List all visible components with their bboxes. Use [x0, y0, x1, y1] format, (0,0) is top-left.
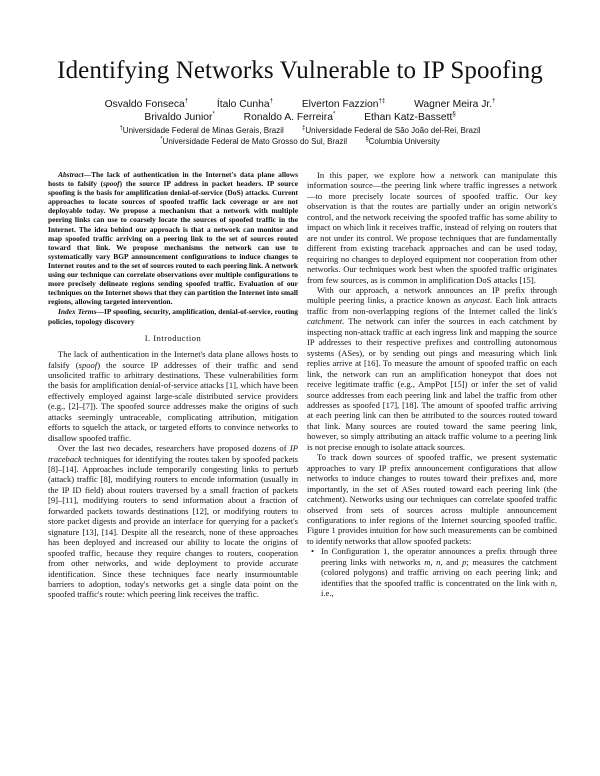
author-name: Ronaldo A. Ferreira	[243, 112, 333, 123]
author	[364, 112, 456, 123]
abstract-text: The lack of authentication in the Internet's data plane allows hosts to falsify (	[48, 170, 298, 189]
affiliation-mark: †	[119, 125, 123, 132]
affiliation	[365, 137, 439, 146]
list-item	[307, 546, 557, 598]
paragraph-text: . Each link attracts traffic from non-overlapping regions of the Internet called the link's	[307, 295, 557, 316]
paragraph-text: Over the last two decades, researchers have proposed dozens of	[58, 443, 290, 454]
author-name: Brivaldo Junior	[144, 112, 213, 123]
abstract-dash: —	[83, 170, 92, 179]
section-heading: I. Introduction	[144, 332, 202, 343]
affiliation-row-2	[40, 137, 560, 148]
author-row-1	[40, 98, 560, 111]
math-var: m	[424, 556, 431, 567]
author-name: Elverton Fazzion	[301, 99, 379, 110]
index-terms-dash: —	[96, 307, 104, 317]
paragraph-text: ) the source IP addresses of their traffic and send unsolicited traffic to arbitrary destinations. These vulnerabilities form the basis for amplification denial-of-service attacks [1], which have been effectively employed against large-scale distributed service providers (e.g., [2]–[7]). The spoofed source addresses make the origins of such attacks seemingly untraceable, complicating attribution, mitigation efforts to squelch the attack, or targeted efforts to convince networks to disallow spoofed traffic.	[48, 359, 298, 443]
paragraph-text: techniques for identifying the routes taken by spoofed packets [8]–[14]. Approaches include temporarily congesting links to perturb (attack) traffic [8], modifying routers to encode information (usually in the IP ID field) about routers traversed by a small fraction of packets [9]–[11], modifying routers to send information about a fraction of forwarded packets towards destinations [12], or modifying routers to store packet digests and provide an interface for querying for a packet's signature [13], [14]. Despite all the research, none of these approaches has been deployed and increased our ability to locate the origins of spoofed traffic, because they require changes to routers, cooperation from other networks, and wide deployment to provide accurate identification. Since these techniques face nearly insurmountable barriers to adoption, today's networks get a single data point on the spoofed traffic's route: which peering link receives the traffic.	[48, 453, 298, 600]
affiliation-mark: †‡	[378, 98, 386, 105]
affiliation-mark: †	[269, 98, 273, 105]
paragraph	[48, 443, 298, 600]
author-name: Ethan Katz-Bassett	[364, 112, 453, 123]
author	[244, 112, 336, 123]
affiliation-mark: §	[452, 111, 456, 118]
paragraph-text: The lack of authentication in the Internet's data plane allows hosts to falsify (	[48, 349, 298, 370]
paragraph-text: In Configuration 1, the operator announces a prefix through three peering links with networks	[321, 546, 557, 567]
author-name: Ítalo Cunha	[216, 99, 270, 110]
left-column	[48, 170, 298, 600]
paragraph	[307, 285, 557, 452]
paragraph: In this paper, we explore how a network can manipulate this information source—the peering link where traffic ingresses a network—to more precisely locate sources of spoofed traffic. Our key observation is that the routes are partially under an origin network's control, and the network receiving the spoofed traffic has some ability to impact on which link it receives traffic, instead of relying on routers that are not under its control. We propose techniques that are fundamentally different from existing traceback approaches and can be used today, requiring no changes to deployed equipment nor cooperation from other networks. Our techniques work best when the spoofed traffic originates from few sources, as is common in amplification DoS attacks [15].	[307, 170, 557, 285]
paragraph-text: , and	[440, 556, 463, 567]
author-list	[40, 98, 560, 124]
paragraph	[48, 349, 298, 443]
index-terms-label: Index Terms	[58, 307, 97, 317]
abstract	[48, 170, 298, 306]
paragraph: To track down sources of spoofed traffic, we present systematic approaches to vary IP prefix announcement configurations that allow networks to induce changes to routes toward their prefixes and, more importantly, in the set of ASes routed toward each peering link (the catchment). Networks using our techniques can correlate spoofed traffic observed from sets of sources across multiple announcement configurations to infer regions of the Internet sourcing spoofed traffic. Figure 1 provides intuition for how such measurements can be combined to identify networks that allow spoofed packets:	[307, 452, 557, 546]
author-row-2	[40, 111, 560, 124]
abstract-label: Abstract	[58, 170, 84, 179]
emphasis: anycast	[463, 295, 491, 306]
author	[302, 99, 385, 110]
emphasis: spoof	[78, 359, 98, 370]
paper-title: Identifying Networks Vulnerable to IP Spoofing	[57, 57, 543, 84]
index-terms-text: IP spoofing, security, amplification, denial-of-service, routing policies, topology discovery	[48, 307, 298, 326]
emphasis: IP traceback	[48, 443, 298, 464]
abstract-spoof-term: spoof	[103, 179, 120, 189]
right-column	[307, 170, 557, 599]
paragraph-text: ; measures the catchment (colored polygons) and traffic arriving on each peering link; and identifies that the spoofed traffic is concentrated on the link with	[321, 556, 557, 588]
author-name: Osvaldo Fonseca	[104, 99, 185, 110]
affiliation-name: Universidade Federal de Minas Gerais, Brazil	[122, 126, 284, 135]
affiliation	[160, 137, 347, 146]
author	[105, 99, 188, 110]
affiliation-mark: †	[184, 98, 189, 105]
author-name: Wagner Meira Jr.	[414, 99, 493, 110]
author	[217, 99, 273, 110]
author	[144, 112, 214, 123]
emphasis: catchment	[307, 316, 343, 327]
paragraph-text: . The network can infer the sources in each catchment by inspecting non-attack traffic at each ingress link and mapping the source IP addresses to their respective prefixes and controlling autonomous systems (ASes), or by sending out pings and measuring which link replies arrive at [16]. To measure the amount of spoofed traffic on each link, the network can run an amplification honeypot that does not receive legitimate traffic (e.g., AmpPot [15]) or infer the set of valid source addresses from each peering link and label the traffic from other addresses as spoofed [17], [18]. The amount of spoofed traffic arriving at each peering link can then be attributed to the sources routed toward that link. Many sources are routed toward the same peering link, however, so simply attributing an attack traffic volume to a peering link is not precise enough to isolate attack sources.	[307, 316, 557, 452]
affiliation-row-1	[40, 126, 560, 137]
affiliation	[302, 126, 481, 135]
math-var: n	[436, 556, 441, 567]
affiliation-mark: *	[332, 111, 336, 118]
affiliation-mark: ‡	[302, 125, 306, 132]
affiliation-mark: *	[212, 111, 215, 118]
paragraph-text: With our approach, a network announces an IP prefix through multiple peering links, a practice known as	[307, 284, 557, 306]
affiliation-list	[40, 126, 560, 147]
affiliation-mark: §	[365, 135, 369, 142]
affiliation-mark: †	[492, 98, 496, 105]
paragraph-text: , i.e.,	[321, 577, 557, 599]
author	[414, 99, 495, 110]
affiliation	[119, 126, 283, 135]
math-var: p	[462, 556, 467, 567]
index-terms	[48, 307, 298, 325]
math-var: n	[550, 577, 555, 588]
affiliation-name: Columbia University	[368, 136, 440, 146]
affiliation-mark: *	[160, 135, 163, 142]
affiliation-name: Universidade Federal de São João del-Rei, Brazil	[305, 126, 481, 135]
bullet-mark: •	[311, 546, 314, 557]
paragraph-text: ,	[430, 556, 437, 567]
affiliation-name: Universidade Federal de Mato Grosso do Sul, Brazil	[162, 136, 348, 146]
abstract-text: ) the source IP address in packet headers. IP source spoofing is the basis for amplification denial-of-service (DoS) attacks. Current approaches to locate sources of spoofed traffic lack coverage or are not deployable today. We propose a mechanism that a network with multiple peering links can use to coarsely locate the sources of spoofed traffic in the Internet. The idea behind our approach is that a network can monitor and map spoofed traffic arriving on a peering link to the set of sources routed toward that link. We propose mechanisms the network can use to systematically vary BGP announcement configurations to induce changes to Internet routes and to the set of sources routed to each peering link. A network using our technique can correlate observations over multiple configurations to more precisely delineate regions sending spoofed traffic. Evaluation of our techniques on the Internet shows that they can partition the Internet into small regions, allowing targeted intervention.	[48, 179, 299, 307]
